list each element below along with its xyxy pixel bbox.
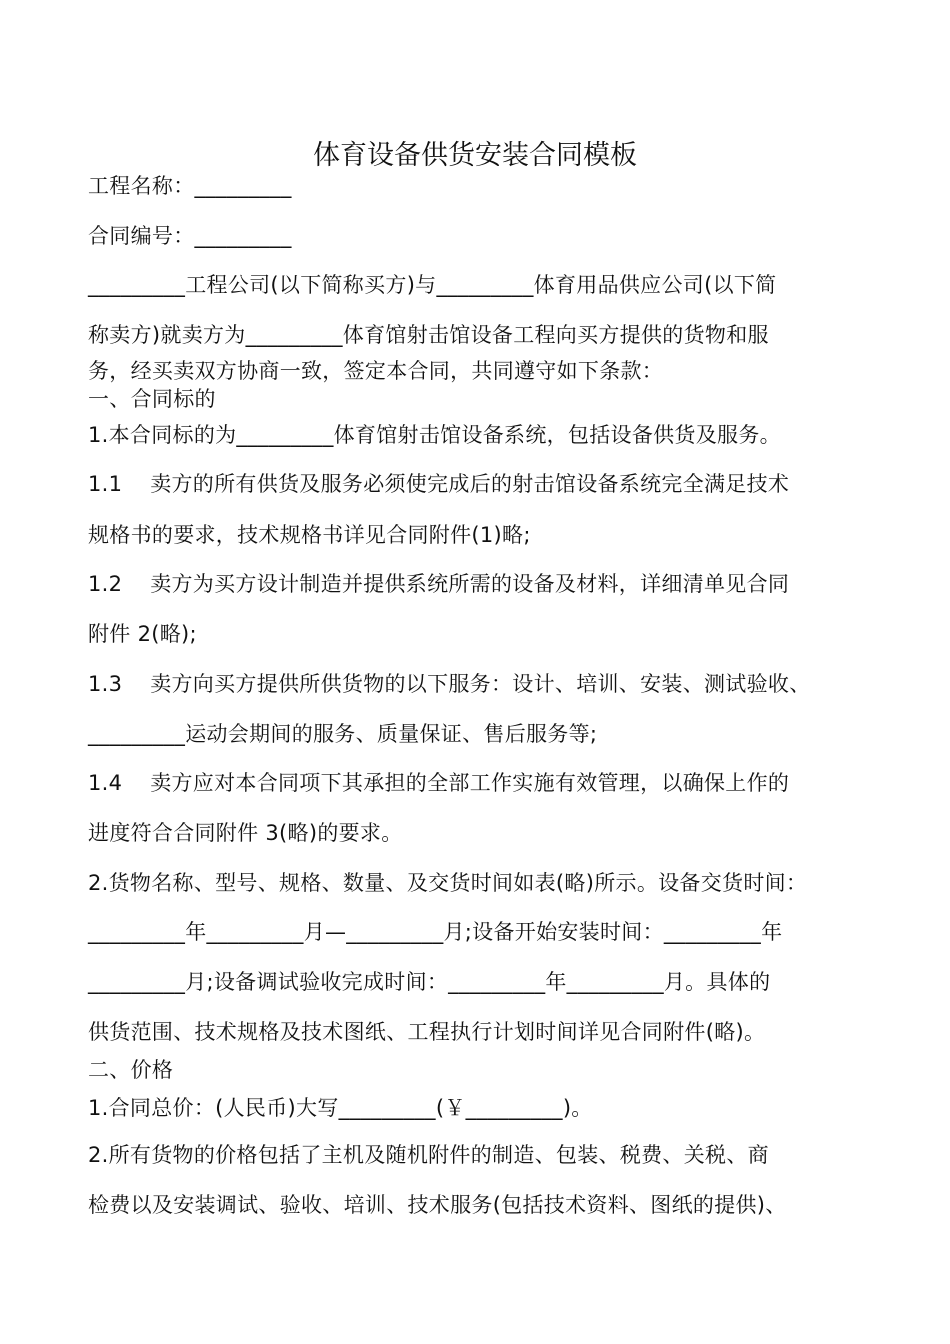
paragraph-line: 2.所有货物的价格包括了主机及随机附件的制造、包装、税费、关税、商 [88, 1143, 769, 1167]
paragraph-line: 1.3 卖方向买方提供所供货物的以下服务：设计、培训、安装、测试验收、 [88, 672, 811, 696]
paragraph-line: 2.货物名称、型号、规格、数量、及交货时间如表(略)所示。设备交货时间： [88, 871, 808, 895]
paragraph-line: 规格书的要求，技术规格书详见合同附件(1)略; [88, 523, 531, 547]
document-title: 体育设备供货安装合同模板 [313, 140, 637, 172]
paragraph-line: 1.1 卖方的所有供货及服务必须使完成后的射击馆设备系统完全满足技术 [88, 472, 790, 496]
paragraph-line: 1.4 卖方应对本合同项下其承担的全部工作实施有效管理，以确保上作的 [88, 771, 790, 795]
paragraph-line: _________运动会期间的服务、质量保证、售后服务等; [88, 722, 598, 746]
paragraph-line: _________工程公司(以下简称买方)与_________体育用品供应公司(以下简 [88, 273, 777, 297]
section-heading: 二、价格 [88, 1058, 174, 1082]
section-heading: 一、合同标的 [88, 387, 216, 411]
paragraph-line: 1.合同总价：(人民币)大写_________(￥_________)。 [88, 1096, 593, 1120]
paragraph-line: 检费以及安装调试、验收、培训、技术服务(包括技术资料、图纸的提供)、 [88, 1193, 787, 1217]
paragraph-line: 附件 2(略); [88, 622, 197, 646]
paragraph-line: 供货范围、技术规格及技术图纸、工程执行计划时间详见合同附件(略)。 [88, 1020, 766, 1044]
paragraph-line: 1.本合同标的为_________体育馆射击馆设备系统，包括设备供货及服务。 [88, 423, 781, 447]
contract-number-line: 合同编号：_________ [88, 224, 292, 248]
paragraph-line: _________月;设备调试验收完成时间：_________年_________月。具体的 [88, 970, 771, 994]
paragraph-line: 称卖方)就卖方为_________体育馆射击馆设备工程向买方提供的货物和服 [88, 323, 769, 347]
paragraph-line: _________年_________月—_________月;设备开始安装时间：_________年 [88, 920, 783, 944]
paragraph-line: 务，经买卖双方协商一致，签定本合同，共同遵守如下条款： [88, 359, 664, 383]
project-name-line: 工程名称：_________ [88, 174, 292, 198]
paragraph-line: 进度符合合同附件 3(略)的要求。 [88, 821, 403, 845]
paragraph-line: 1.2 卖方为买方设计制造并提供系统所需的设备及材料，详细清单见合同 [88, 572, 790, 596]
